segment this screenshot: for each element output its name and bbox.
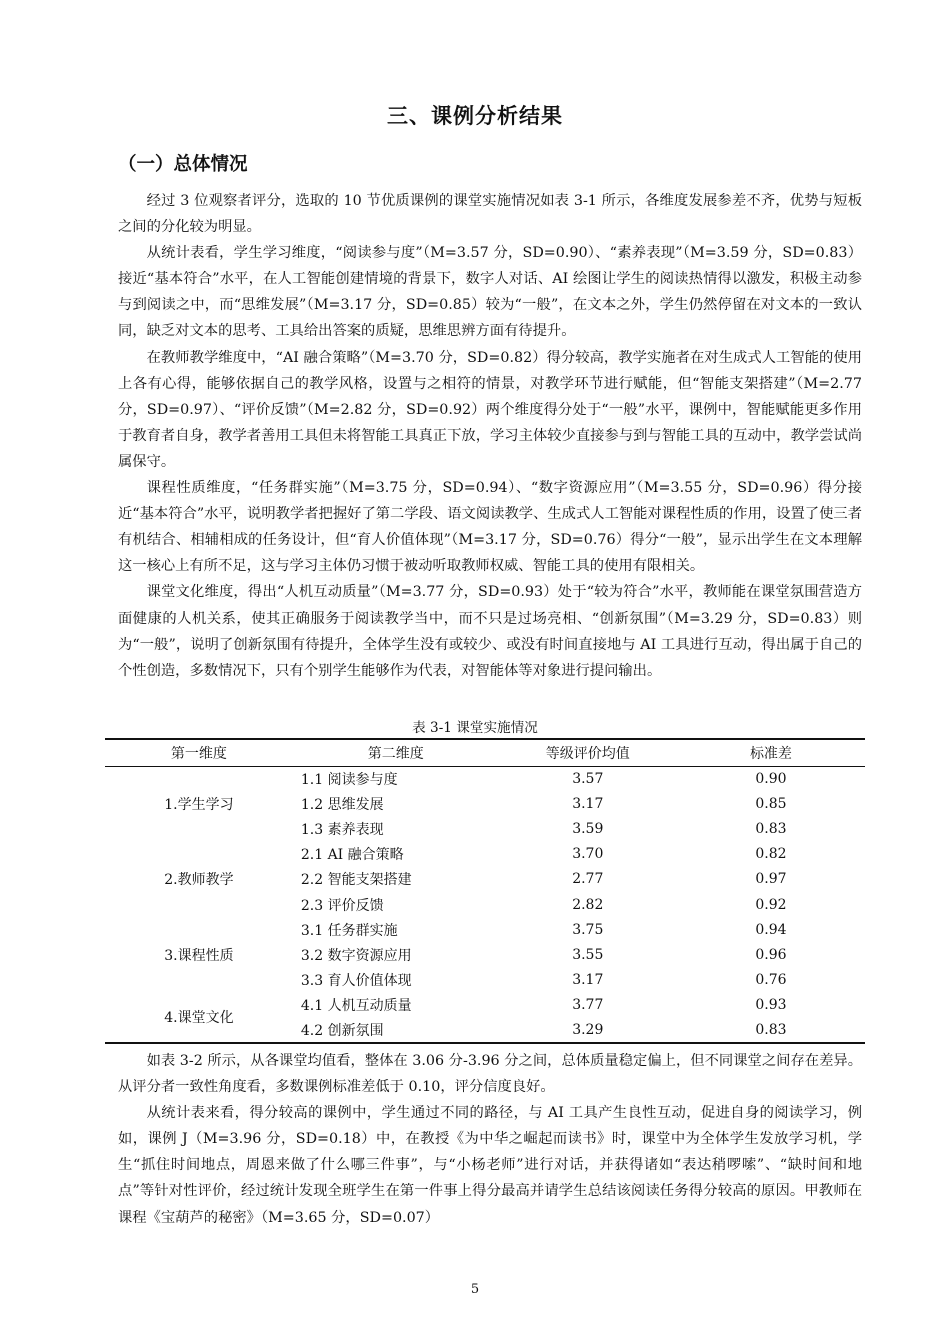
item-name: 2.2 智能支架搭建	[300, 872, 412, 889]
item-mean: 3.59	[572, 820, 604, 837]
body-text-after-table	[118, 1048, 862, 1231]
item-name: 2.1 AI 融合策略	[300, 847, 404, 864]
item-name: 4.2 创新氛围	[293, 1018, 499, 1043]
table-row	[105, 766, 865, 791]
item-sd: 0.90	[755, 770, 787, 787]
item-mean: 2.82	[572, 896, 604, 913]
group-name: 2.教师教学	[164, 872, 234, 889]
paragraph: 从统计表来看，得分较高的课例中，学生通过不同的路径，与 AI 工具产生良性互动，促进自身的阅读学习，例如，课例 J（M=3.96 分，SD=0.18）中，在教授《为中华之崛起而读书》时，课堂中为全体学生发放学习机，学生“抓住时间地点，周恩来做了什么哪三件事”，与“小杨老师”进行对话，并获得诸如“表达稍啰嗦”、“缺时间和地点”等针对性评价，经过统计发现全班学生在第一件事上得分最高并请学生总结该阅读任务得分较高的原因。甲教师在课程《宝葫芦的秘密》（M=3.65 分，SD=0.07）	[118, 1105, 862, 1226]
group-name: 4.课堂文化	[105, 993, 293, 1043]
item-mean: 2.77	[572, 871, 604, 888]
item-sd: 0.93	[755, 997, 787, 1014]
subsection-heading: （一）总体情况	[118, 154, 248, 175]
body-text-before-table	[118, 188, 862, 684]
header-mean: 等级评价均值	[499, 739, 677, 766]
item-sd: 0.83	[755, 820, 787, 837]
table-row	[105, 917, 865, 942]
item-mean: 3.55	[572, 946, 604, 963]
header-second-dimension: 第二维度	[293, 739, 499, 766]
paragraph: 如表 3-2 所示，从各课堂均值看，整体在 3.06 分-3.96 分之间，总体质量稳定偏上，但不同课堂之间存在差异。从评分者一致性角度看，多数课例标准差低于 0.10，评分信度良好。	[118, 1053, 862, 1096]
implementation-table	[105, 738, 865, 1044]
group-name: 1.学生学习	[164, 797, 234, 814]
item-mean: 3.57	[572, 770, 604, 787]
item-name: 3.3 育人价值体现	[300, 973, 412, 990]
table-caption: 表 3-1 课堂实施情况	[412, 720, 538, 736]
page-number: 5	[470, 1282, 480, 1297]
item-sd: 0.76	[755, 972, 787, 989]
item-sd: 0.92	[755, 896, 787, 913]
paragraph: 课堂文化维度，得出“人机互动质量”（M=3.77 分，SD=0.93）处于“较为符合”水平，教师能在课堂氛围营造方面健康的人机关系，使其正确服务于阅读教学当中，而不只是过场亮相、“创新氛围”（M=3.29 分，SD=0.83）则为“一般”，说明了创新氛围有待提升，全体学生没有或较少、或没有时间直接地与 AI 工具进行互动，得出属于自己的个性创造，多数情况下，只有个别学生能够作为代表，对智能体等对象进行提问输出。	[118, 584, 862, 679]
item-sd: 0.97	[755, 871, 787, 888]
item-mean: 3.17	[572, 972, 604, 989]
item-name: 3.2 数字资源应用	[300, 947, 412, 964]
item-mean: 3.75	[572, 921, 604, 938]
paragraph: 在教师教学维度中，“AI 融合策略”（M=3.70 分，SD=0.82）得分较高，教学实施者在对生成式人工智能的使用上各有心得，能够依据自己的教学风格，设置与之相符的情景，对教学环节进行赋能，但“智能支架搭建”（M=2.77 分，SD=0.97）、“评价反馈”（M=2.82 分，SD=0.92）两个维度得分处于“一般”水平，课例中，智能赋能更多作用于教育者自身，教学者善用工具但未将智能工具真正下放，学习主体较少直接参与到与智能工具的互动中，教学尝试尚属保守。	[118, 349, 862, 470]
item-sd: 0.83	[677, 1018, 865, 1043]
item-sd: 0.82	[755, 846, 787, 863]
header-first-dimension: 第一维度	[105, 739, 293, 766]
table-header-row	[105, 739, 865, 766]
item-name: 1.2 思维发展	[300, 796, 384, 813]
item-mean: 3.77	[572, 997, 604, 1014]
group-name: 3.课程性质	[164, 947, 234, 964]
item-name: 1.1 阅读参与度	[300, 771, 398, 788]
paragraph: 课程性质维度，“任务群实施”（M=3.75 分，SD=0.94）、“数字资源应用”（M=3.55 分，SD=0.96）得分接近“基本符合”水平，说明教学者把握好了第二学段、语文阅读教学、生成式人工智能对课程性质的作用，设置了使三者有机结合、相辅相成的任务设计，但“育人价值体现”（M=3.17 分，SD=0.76）得分“一般”，显示出学生在文本理解这一核心上有所不足，这与学习主体仍习惯于被动听取教师权威、智能工具的使用有限相关。	[118, 480, 862, 575]
item-sd: 0.96	[755, 946, 787, 963]
item-mean: 3.17	[572, 795, 604, 812]
item-mean: 3.29	[499, 1018, 677, 1043]
header-sd: 标准差	[677, 739, 865, 766]
paragraph: 从统计表看，学生学习维度，“阅读参与度”（M=3.57 分，SD=0.90）、“素养表现”（M=3.59 分，SD=0.83）接近“基本符合”水平，在人工智能创建情境的背景下，数字人对话、AI 绘图让学生的阅读热情得以激发，积极主动参与到阅读之中，而“思维发展”（M=3.17 分，SD=0.85）较为“一般”，在文本之外，学生仍然停留在对文本的一致认同，缺乏对文本的思考、工具给出答案的质疑，思维思辨方面有待提升。	[118, 245, 862, 340]
table-row	[105, 993, 865, 1018]
table-row	[105, 842, 865, 867]
item-sd: 0.85	[755, 795, 787, 812]
item-name: 2.3 评价反馈	[300, 897, 384, 914]
paragraph: 经过 3 位观察者评分，选取的 10 节优质课例的课堂实施情况如表 3-1 所示，各维度发展参差不齐，优势与短板之间的分化较为明显。	[118, 193, 862, 236]
item-name: 4.1 人机互动质量	[300, 998, 412, 1015]
item-name: 1.3 素养表现	[300, 821, 384, 838]
item-sd: 0.94	[755, 921, 787, 938]
item-mean: 3.70	[572, 846, 604, 863]
item-name: 3.1 任务群实施	[300, 922, 398, 939]
section-title: 三、课例分析结果	[387, 104, 563, 128]
